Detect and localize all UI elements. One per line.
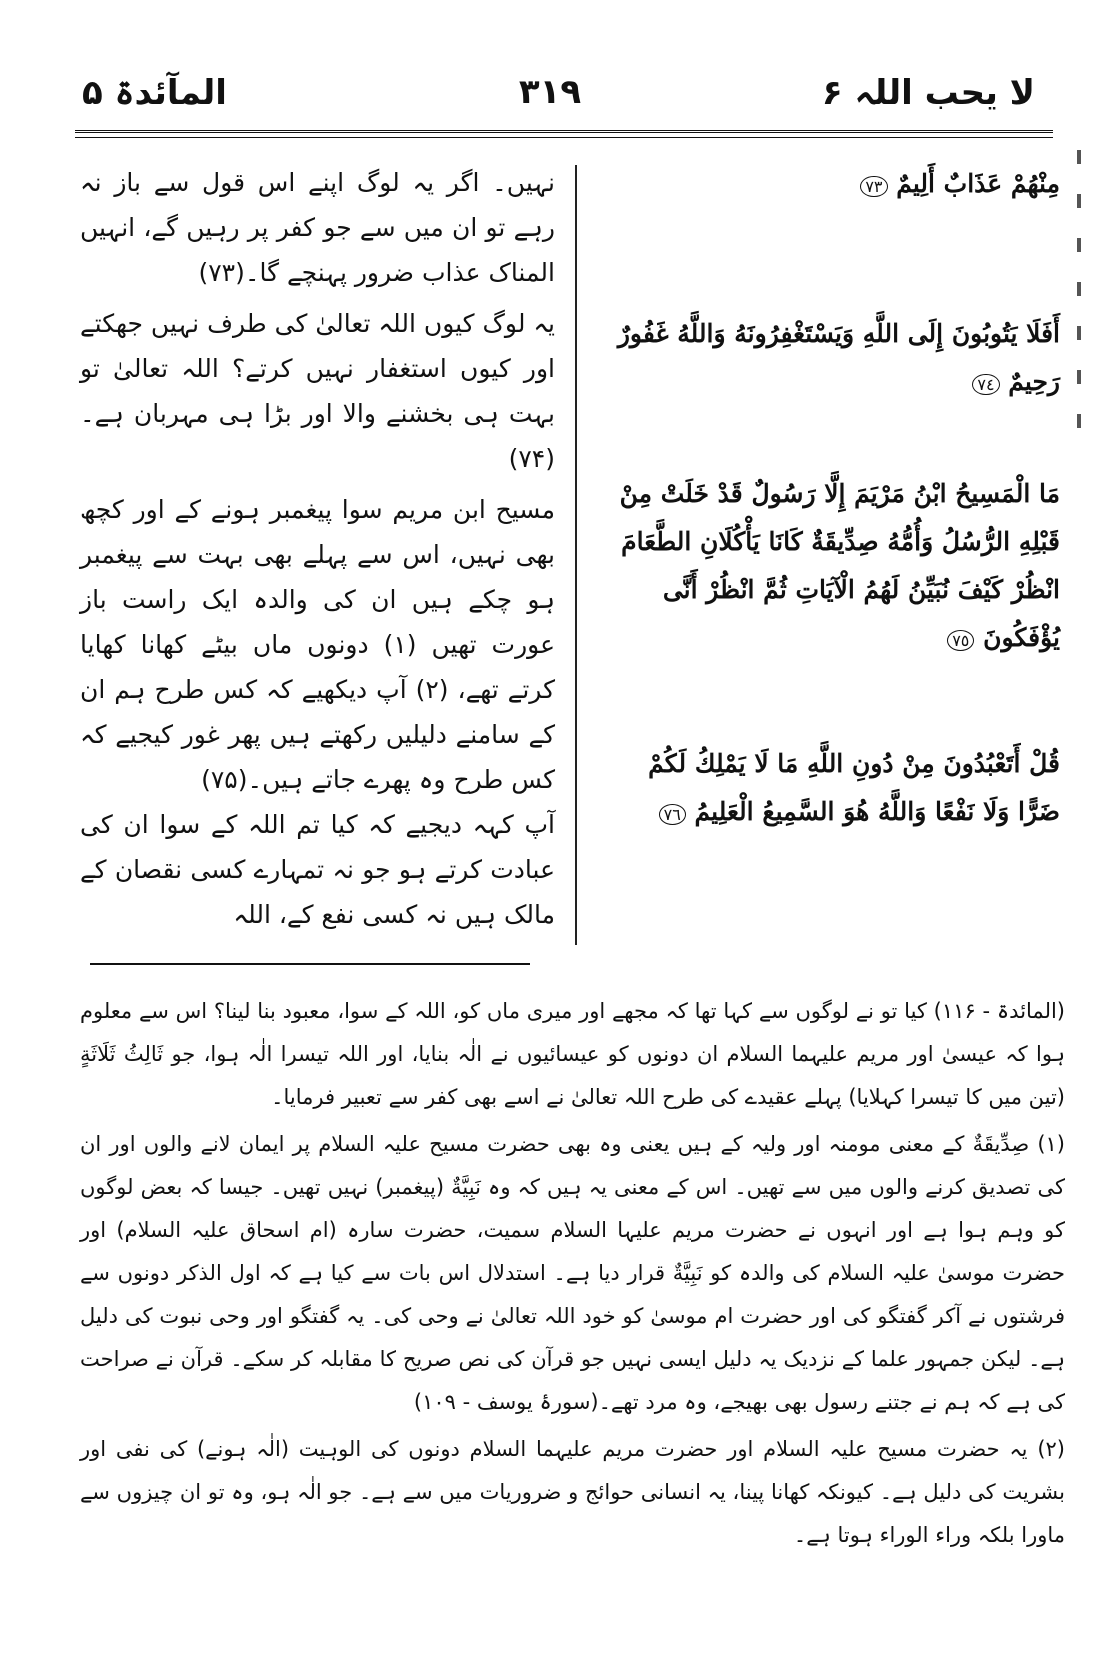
footnote: (۲) یہ حضرت مسیح علیہ السلام اور حضرت مریم علیہما السلام دونوں کی الوہیت (الٰہ ہونے) کی نفی اور بشریت کی دلیل ہے۔ کیونکہ کھانا پینا، یہ انسانی حوائج و ضروریات میں سے ہے۔ جو الٰہ ہو، وہ تو ان چیزوں سے ماورا بلکہ وراء الوراء ہوتا ہے۔: [80, 1437, 1065, 1547]
header-rule: [75, 130, 1053, 138]
verse-text: مِنْهُمْ عَذَابٌ أَلِيمٌ: [896, 169, 1060, 198]
ayah-number: ٧٣: [860, 176, 887, 197]
juz-name-header: لا یحب اللہ ۶: [821, 73, 1035, 113]
translation-column: [80, 160, 555, 937]
arabic-verse: [600, 160, 1060, 211]
translation-paragraph: مسیح ابن مریم سوا پیغمبر ہونے کے اور کچھ بھی نہیں، اس سے پہلے بھی بہت سے پیغمبر ہو چکے ہیں ان کی والدہ ایک راست باز عورت تھیں (۱) دونوں ماں بیٹے کھانا کھایا کرتے تھے، (۲) آپ دیکھیے کہ کس طرح ہم ان کے سامنے دلیلیں رکھتے ہیں پھر غور کیجیے کہ کس طرح وہ پھرے جاتے ہیں۔(۷۵): [80, 495, 555, 794]
translation-paragraph: آپ کہہ دیجیے کہ کیا تم اللہ کے سوا ان کی عبادت کرتے ہو جو نہ تمہارے کسی نقصان کے مالک ہیں نہ کسی نفع کے، اللہ: [80, 810, 555, 929]
footnote-rule: [90, 963, 530, 965]
translation-paragraph: یہ لوگ کیوں اللہ تعالیٰ کی طرف نہیں جھکتے اور کیوں استغفار نہیں کرتے؟ اللہ تعالیٰ تو بہت ہی بخشنے والا اور بڑا ہی مہربان ہے۔(۷۴): [80, 309, 555, 473]
verse-text: أَفَلَا يَتُوبُونَ إِلَى اللَّهِ وَيَسْتَغْفِرُونَهُ وَاللَّهُ غَفُورٌ رَحِيمٌ: [617, 319, 1060, 396]
surah-name-header: المآئدۃ ۵: [82, 73, 227, 113]
ayah-number: ٧٤: [972, 374, 999, 395]
arabic-verse: [600, 470, 1060, 665]
column-divider: [575, 165, 577, 945]
page-number: ۳۱۹: [518, 72, 582, 112]
footnote: (المائدۃ - ۱۱۶) کیا تو نے لوگوں سے کہا تھا کہ مجھے اور میری ماں کو، اللہ کے سوا، معبود بنا لینا؟ اس سے معلوم ہوا کہ عیسیٰ اور مریم علیہما السلام ان دونوں کو عیسائیوں نے الٰہ بنایا، اور اللہ تیسرا الٰہ ہوا، جو ثَالِثُ ثَلَاثَةٍ (تین میں کا تیسرا کہلایا) پہلے عقیدے کی طرح اللہ تعالیٰ نے اسے بھی کفر سے تعبیر فرمایا۔: [80, 999, 1065, 1109]
arabic-verse: [600, 740, 1060, 839]
margin-marks: [1077, 150, 1083, 1050]
arabic-verse: [600, 310, 1060, 409]
verse-text: قُلْ أَتَعْبُدُونَ مِنْ دُونِ اللَّهِ مَا لَا يَمْلِكُ لَكُمْ ضَرًّا وَلَا نَفْعًا وَاللَّهُ هُوَ السَّمِيعُ الْعَلِيمُ: [648, 749, 1060, 826]
footnotes: [80, 990, 1065, 1561]
ayah-number: ٧٥: [947, 630, 974, 651]
verse-text: مَا الْمَسِيحُ ابْنُ مَرْيَمَ إِلَّا رَسُولٌ قَدْ خَلَتْ مِنْ قَبْلِهِ الرُّسُلُ وَأُمُّهُ صِدِّيقَةٌ كَانَا يَأْكُلَانِ الطَّعَامَ انْظُرْ كَيْفَ نُبَيِّنُ لَهُمُ الْآيَاتِ ثُمَّ انْظُرْ أَنَّى يُؤْفَكُونَ: [619, 479, 1060, 652]
ayah-number: ٧٦: [659, 804, 686, 825]
footnote: (۱) صِدِّيقَةٌ کے معنی مومنہ اور ولیہ کے ہیں یعنی وہ بھی حضرت مسیح علیہ السلام پر ایمان لانے والوں اور ان کی تصدیق کرنے والوں میں سے تھیں۔ اس کے معنی یہ ہیں کہ وہ نَبِيَّةٌ (پیغمبر) نہیں تھیں۔ جیسا کہ بعض لوگوں کو وہم ہوا ہے اور انہوں نے حضرت مریم علیہا السلام سمیت، حضرت سارہ (ام اسحاق علیہ السلام) اور حضرت موسیٰ علیہ السلام کی والدہ کو نَبِيَّةٌ قرار دیا ہے۔ استدلال اس بات سے کیا ہے کہ اول الذکر دونوں سے فرشتوں نے آکر گفتگو کی اور حضرت ام موسیٰ کو خود اللہ تعالیٰ نے وحی کی۔ یہ گفتگو اور وحی نبوت کی دلیل ہے۔ لیکن جمہور علما کے نزدیک یہ دلیل ایسی نہیں جو قرآن کی نص صریح کا مقابلہ کر سکے۔ قرآن نے صراحت کی ہے کہ ہم نے جتنے رسول بھی بھیجے، وہ مرد تھے۔(سورۂ یوسف - ۱۰۹): [80, 1132, 1065, 1414]
translation-paragraph: نہیں۔ اگر یہ لوگ اپنے اس قول سے باز نہ رہے تو ان میں سے جو کفر پر رہیں گے، انہیں المناک عذاب ضرور پہنچے گا۔(۷۳): [80, 168, 555, 287]
